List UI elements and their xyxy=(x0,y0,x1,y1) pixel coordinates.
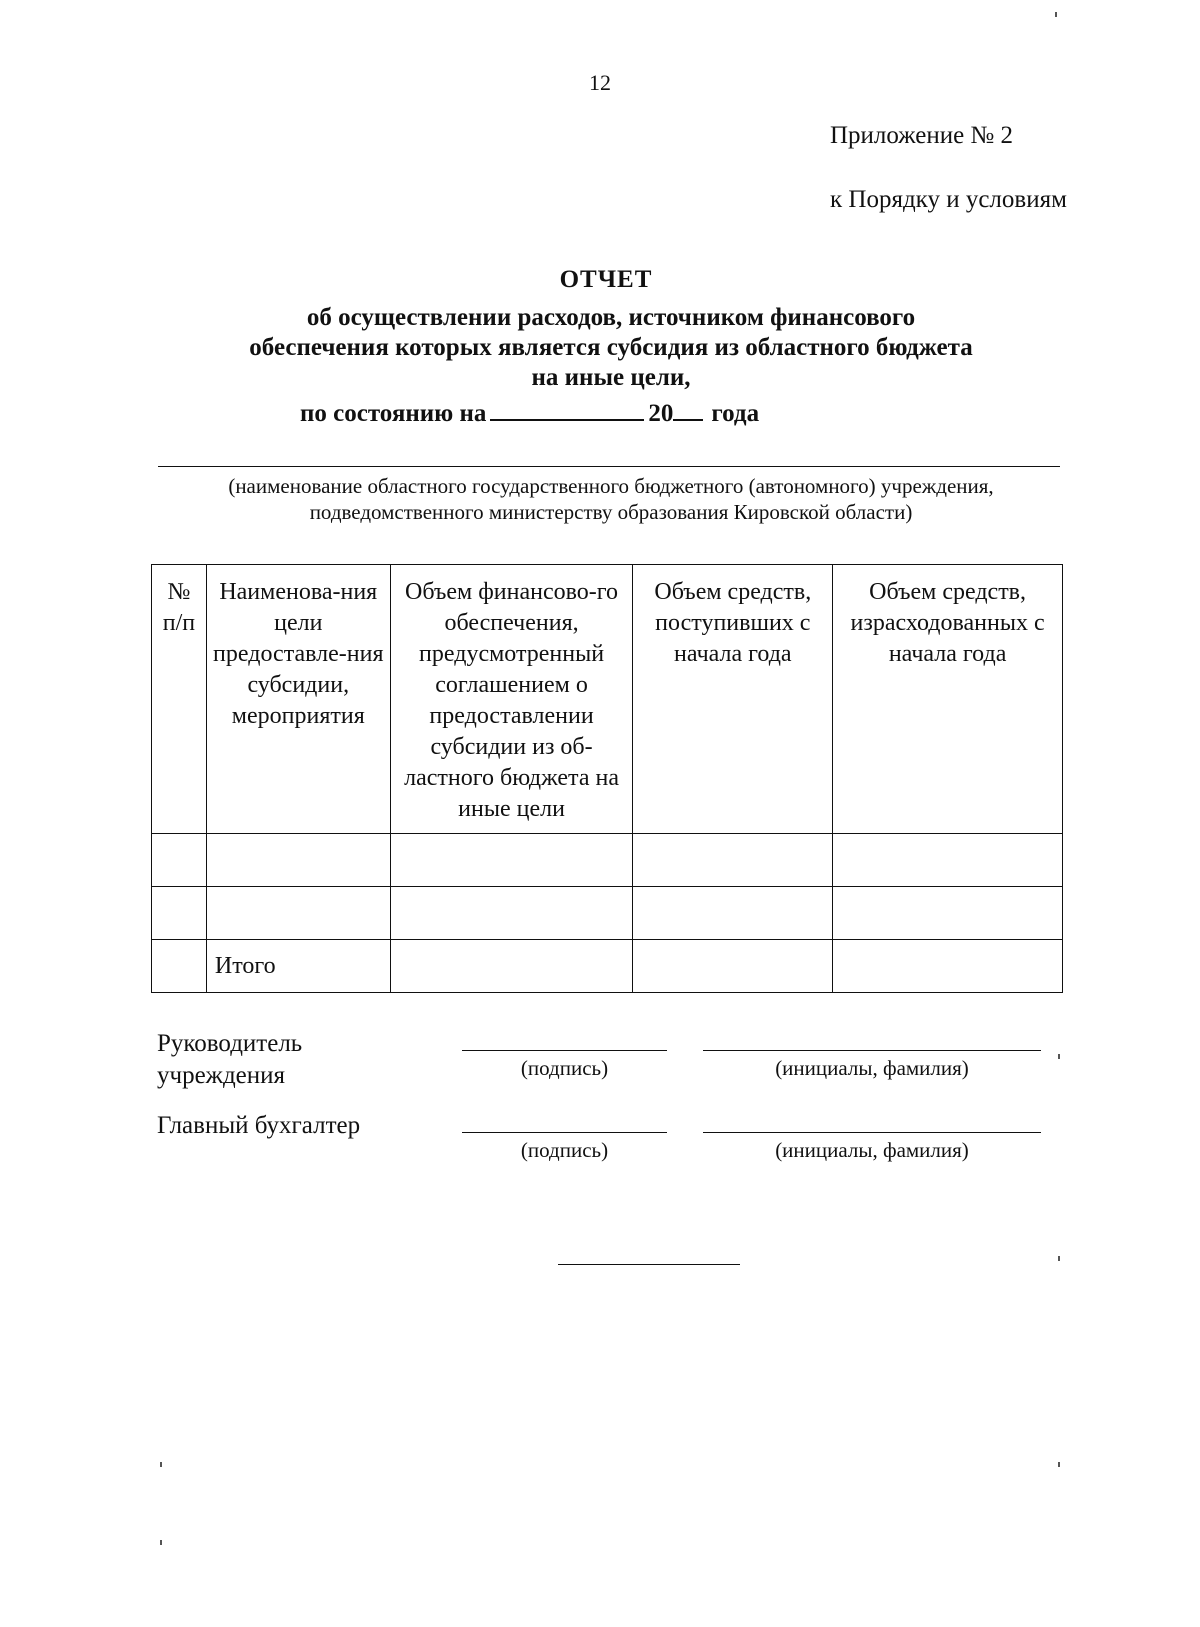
table-cell[interactable] xyxy=(152,887,207,940)
header-received-funds: Объем средств, поступивших с начала года xyxy=(633,565,833,834)
header-number: № п/п xyxy=(152,565,207,834)
table-cell[interactable] xyxy=(633,887,833,940)
institution-caption-line: (наименование областного государственного бюджетного (автономного) учреждения, xyxy=(228,474,994,498)
institution-caption xyxy=(130,473,1092,525)
accountant-signature-line[interactable] xyxy=(462,1132,667,1133)
head-label xyxy=(157,1028,302,1092)
head-signature-line[interactable] xyxy=(462,1050,667,1051)
head-name-line[interactable] xyxy=(703,1050,1041,1051)
scan-speck xyxy=(1058,1054,1060,1059)
table-cell[interactable] xyxy=(206,887,390,940)
total-spent-cell[interactable] xyxy=(833,940,1063,993)
accountant-name-caption: (инициалы, фамилия) xyxy=(775,1138,969,1162)
table-cell[interactable] xyxy=(833,887,1063,940)
report-subtitle-line: обеспечения которых является субсидия из областного бюджета xyxy=(249,334,973,361)
head-label-line: учреждения xyxy=(157,1062,286,1089)
total-received-cell[interactable] xyxy=(633,940,833,993)
table-cell[interactable] xyxy=(633,834,833,887)
scan-speck xyxy=(1058,1462,1060,1467)
report-table xyxy=(151,564,1063,993)
year-blank-field[interactable] xyxy=(673,397,703,421)
accountant-label: Главный бухгалтер xyxy=(157,1112,361,1139)
table-row xyxy=(152,834,1063,887)
table-total-row xyxy=(152,940,1063,993)
scan-speck xyxy=(1055,12,1057,17)
institution-caption-line: подведомственного министерству образования Кировской области) xyxy=(309,500,913,524)
table-cell[interactable] xyxy=(206,834,390,887)
scan-speck xyxy=(1058,1256,1060,1261)
header-purpose: Наименова-ния цели предоставле-ния субсидии, мероприятия xyxy=(206,565,390,834)
table-cell[interactable] xyxy=(390,834,633,887)
accountant-signature-caption: (подпись) xyxy=(520,1138,609,1162)
table-cell xyxy=(152,940,207,993)
total-label: Итого xyxy=(206,940,390,993)
report-subtitle-line: об осуществлении расходов, источником финансового xyxy=(306,304,916,331)
report-title: ОТЧЕТ xyxy=(559,266,653,293)
accountant-name-line[interactable] xyxy=(703,1132,1041,1133)
as-of-label: по состоянию на xyxy=(300,400,487,427)
scan-speck xyxy=(160,1540,162,1545)
header-funding-volume: Объем финансово-го обеспечения, предусмотренный соглашением о предоставлении субсидии из об-ластного бюджета на иные цели xyxy=(390,565,633,834)
head-label-line: Руководитель xyxy=(157,1030,303,1057)
header-spent-funds: Объем средств, израсходованных с начала года xyxy=(833,565,1063,834)
report-subtitle-line: на иные цели, xyxy=(531,364,691,391)
head-signature-caption: (подпись) xyxy=(520,1056,609,1080)
appendix-title: Приложение № 2 xyxy=(830,122,1014,149)
year-suffix: года xyxy=(711,400,760,427)
institution-name-line[interactable] xyxy=(158,466,1060,467)
table-header-row xyxy=(152,565,1063,834)
footer-separator xyxy=(558,1264,740,1265)
report-subtitle xyxy=(130,303,1092,393)
total-funding-cell[interactable] xyxy=(390,940,633,993)
appendix-subtitle: к Порядку и условиям xyxy=(830,186,1067,213)
table-cell[interactable] xyxy=(152,834,207,887)
year-prefix: 20 xyxy=(648,400,674,427)
date-blank-field[interactable] xyxy=(490,397,644,421)
report-date-line xyxy=(300,397,759,428)
table-cell[interactable] xyxy=(390,887,633,940)
scan-speck xyxy=(160,1462,162,1467)
page-number: 12 xyxy=(589,70,611,95)
head-name-caption: (инициалы, фамилия) xyxy=(775,1056,969,1080)
table-row xyxy=(152,887,1063,940)
table-cell[interactable] xyxy=(833,834,1063,887)
